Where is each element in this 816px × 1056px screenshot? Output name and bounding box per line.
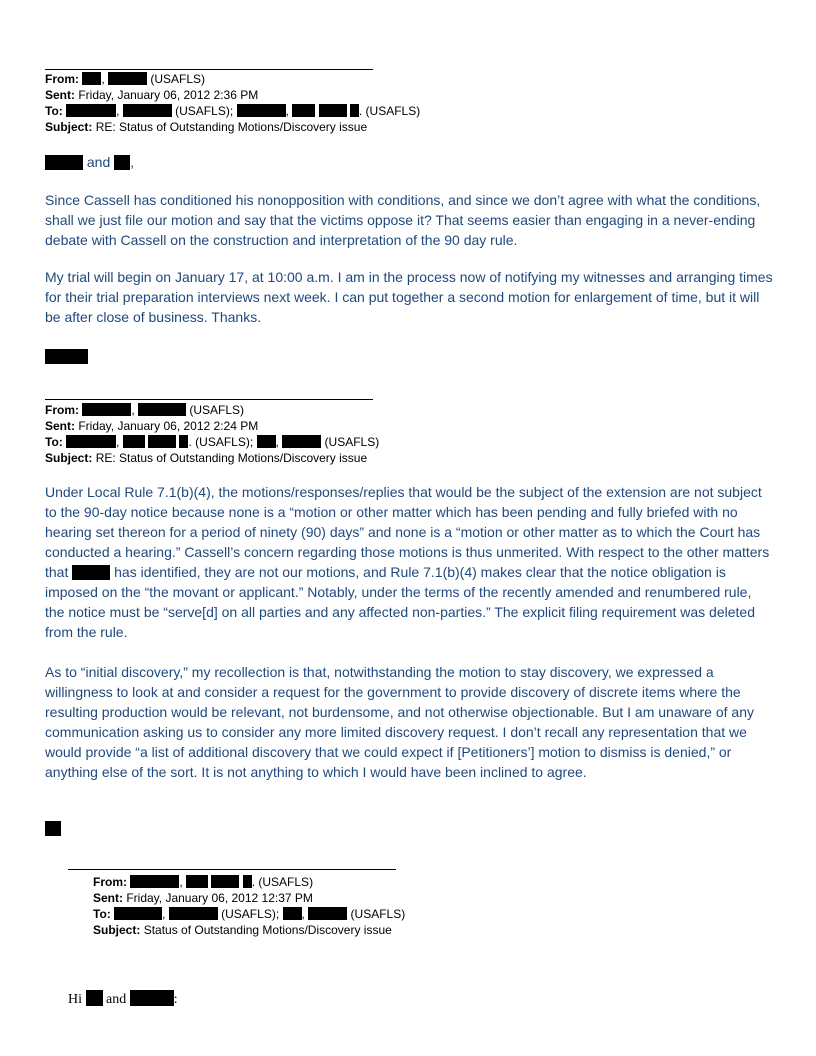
comma: ,	[162, 907, 166, 921]
redaction	[283, 907, 302, 920]
header-divider-3	[68, 869, 396, 870]
subject-text: RE: Status of Outstanding Motions/Discovery issue	[95, 451, 368, 465]
greeting-hi: Hi	[68, 992, 82, 1007]
paragraph: As to “initial discovery,” my recollection is that, notwithstanding the motion to stay discovery, we expressed a willingness to look at and consider a request for the government to provide discovery of discrete items where the resulting production would be relevant, not burdensome, and not otherwise objectionable. But I am unaware of any communication asking us to consider any more limited discovery request. I don’t recall any representation that we would provide “a list of additional discovery that we could expect if [Petitioners’] motion to dismiss is denied,” or anything else of the sort. It is not anything to which I would have been inclined to agree.	[45, 664, 754, 780]
greeting-and: and	[86, 154, 111, 170]
comma: ,	[179, 875, 183, 889]
to-label: To:	[45, 104, 63, 118]
to-org: (USAFLS);	[221, 907, 280, 921]
to-org: (USAFLS);	[175, 104, 234, 118]
subject-row	[45, 450, 379, 466]
redaction	[243, 875, 252, 888]
comma: ,	[131, 403, 135, 417]
greeting-and: and	[106, 992, 127, 1007]
redaction	[114, 155, 130, 170]
from-row	[45, 71, 420, 87]
greeting	[45, 152, 773, 172]
redaction	[130, 990, 174, 1006]
sent-date: Friday, January 06, 2012 2:24 PM	[78, 419, 259, 433]
sent-row	[93, 890, 405, 906]
redaction	[66, 104, 116, 117]
redaction	[169, 907, 218, 920]
from-org: . (USAFLS)	[251, 875, 314, 889]
to-label: To:	[45, 435, 63, 449]
from-org: (USAFLS)	[150, 72, 206, 86]
subject-label: Subject:	[45, 451, 93, 465]
redaction	[66, 435, 116, 448]
subject-text: RE: Status of Outstanding Motions/Discovery issue	[95, 120, 368, 134]
sent-label: Sent:	[45, 88, 75, 102]
subject-row	[45, 119, 420, 135]
redaction	[237, 104, 286, 117]
redaction	[186, 875, 208, 888]
redaction	[282, 435, 321, 448]
greeting-punct: :	[173, 992, 178, 1007]
header-divider-2	[45, 399, 373, 400]
to-row	[45, 434, 379, 450]
email-header-2	[45, 402, 379, 466]
sent-label: Sent:	[93, 891, 123, 905]
from-label: From:	[93, 875, 127, 889]
from-org: (USAFLS)	[189, 403, 245, 417]
redaction	[72, 565, 110, 580]
redaction	[82, 72, 101, 85]
email-body-2	[45, 482, 773, 782]
email-header-1	[45, 71, 420, 135]
redaction	[130, 875, 179, 888]
redaction	[148, 435, 176, 448]
redaction	[319, 104, 347, 117]
sent-date: Friday, January 06, 2012 2:36 PM	[78, 88, 259, 102]
redaction	[123, 435, 145, 448]
to-org: . (USAFLS);	[188, 435, 254, 449]
signature-redaction	[45, 349, 88, 364]
comma: ,	[275, 435, 279, 449]
subject-label: Subject:	[45, 120, 93, 134]
sent-row	[45, 87, 420, 103]
subject-label: Subject:	[93, 923, 141, 937]
paragraph: My trial will begin on January 17, at 10:00 a.m. I am in the process now of notifying my witnesses and arranging times for their trial preparation interviews next week. I can put together a second motion for enlargement of time, but it will be after close of business. Thanks.	[45, 269, 773, 325]
redaction	[350, 104, 359, 117]
redaction	[308, 907, 347, 920]
to-row	[45, 103, 420, 119]
comma: ,	[116, 435, 120, 449]
redaction	[86, 990, 103, 1006]
from-row	[93, 874, 405, 890]
subject-row	[93, 922, 405, 938]
to-org: (USAFLS)	[324, 435, 380, 449]
email-3-greeting	[68, 990, 178, 1009]
redaction	[45, 155, 83, 170]
comma: ,	[116, 104, 120, 118]
paragraph	[45, 482, 773, 642]
to-org: . (USAFLS)	[358, 104, 421, 118]
greeting-punct: ,	[130, 154, 135, 170]
from-label: From:	[45, 72, 79, 86]
paragraph-text: has identified, they are not our motions, and Rule 7.1(b)(4) makes clear that the notice obligation is imposed on the “the movant or applicant.” Notably, under the terms of the recently amended and renumbered rule, the notice must be “serve[d] on all parties and any affected non-parties.” The explicit filing requirement was deleted from the rule.	[45, 564, 755, 640]
redaction	[292, 104, 315, 117]
paragraph-text: Under Local Rule 7.1(b)(4), the motions/responses/replies that would be the subject of the extension are not subject to the 90-day notice because none is a “motion or other matter which has been pending and fully briefed with no hearing set thereon for a period of ninety (90) days” and none is a “motion or other matter as to which the Court has conducted a hearing.” Cassell’s concern regarding those motions is thus unmerited. With respect to the other matters that	[45, 484, 770, 580]
redaction	[82, 403, 131, 416]
email-header-3	[93, 874, 405, 938]
to-org: (USAFLS)	[350, 907, 406, 921]
from-row	[45, 402, 379, 418]
comma: ,	[285, 104, 289, 118]
header-divider-1	[45, 69, 373, 70]
redaction	[123, 104, 172, 117]
email-body-1	[45, 152, 773, 327]
sent-date: Friday, January 06, 2012 12:37 PM	[126, 891, 313, 905]
redaction	[114, 907, 162, 920]
paragraph: Since Cassell has conditioned his nonopposition with conditions, and since we don’t agree with what the conditions, shall we just file our motion and say that the victims oppose it? That seems easier than engaging in a never-ending debate with Cassell on the construction and interpretation of the 90 day rule.	[45, 192, 761, 248]
to-label: To:	[93, 907, 111, 921]
sent-row	[45, 418, 379, 434]
redaction	[257, 435, 276, 448]
signature-redaction	[45, 821, 61, 836]
comma: ,	[101, 72, 105, 86]
subject-text: Status of Outstanding Motions/Discovery issue	[143, 923, 392, 937]
redaction	[138, 403, 186, 416]
sent-label: Sent:	[45, 419, 75, 433]
from-label: From:	[45, 403, 79, 417]
comma: ,	[301, 907, 305, 921]
redaction	[108, 72, 147, 85]
redaction	[211, 875, 239, 888]
to-row	[93, 906, 405, 922]
